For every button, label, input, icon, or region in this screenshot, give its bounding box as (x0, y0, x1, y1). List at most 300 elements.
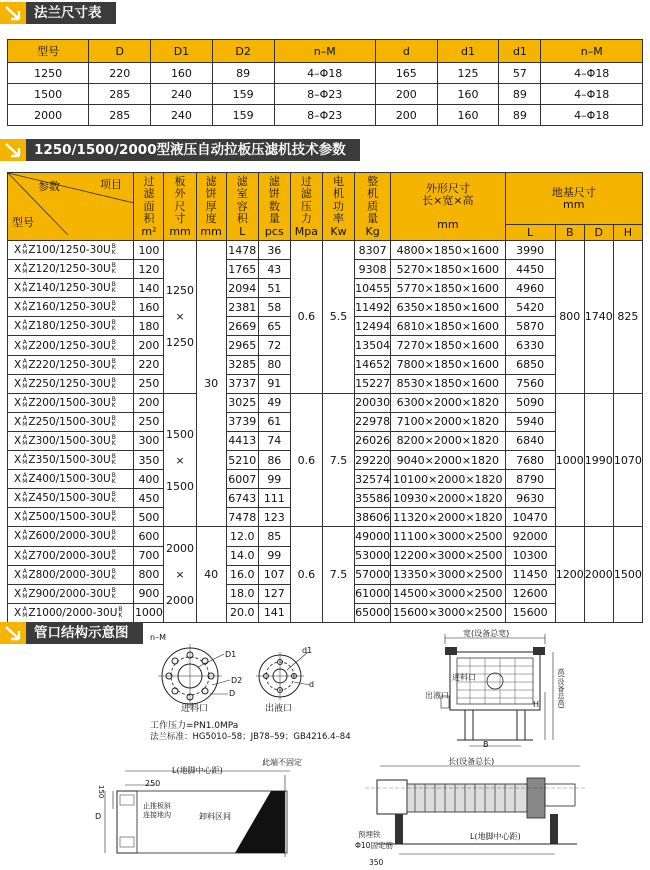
fixed-end-label: 此端不固定 (262, 758, 302, 767)
header-thick: 滤 饼 厚 度 mm (196, 173, 226, 241)
flange-cell: 240 (151, 105, 213, 126)
found-l-cell: 4960 (505, 279, 555, 298)
dims-cell: 15600×3000×2500 (391, 603, 505, 622)
count-cell: 61 (258, 412, 290, 431)
flange-cell: 200 (375, 84, 437, 105)
flange-header-cell: D (89, 40, 151, 63)
mass-cell: 53000 (355, 546, 391, 565)
found-b-cell: 1200 (555, 527, 584, 622)
plan-250-label: 250 (145, 779, 161, 788)
spec-row (8, 527, 643, 546)
header-vertical-text (237, 176, 248, 226)
volume-cell: 3025 (226, 393, 258, 412)
header-char: 滤 (268, 174, 280, 188)
volume-cell: 2381 (226, 298, 258, 317)
dims-cell: 5770×1850×1600 (391, 279, 505, 298)
model-cell: X A MZ200/1500-30UB K (8, 393, 134, 412)
count-cell: 80 (258, 355, 290, 374)
header-char: 度 (205, 212, 217, 225)
count-cell: 65 (258, 317, 290, 336)
found-l-cell: 4450 (505, 260, 555, 279)
found-l-cell: 6330 (505, 336, 555, 355)
found-l-cell: 8790 (505, 470, 555, 489)
header-vertical-text (333, 176, 344, 226)
flange-cell: 125 (437, 63, 499, 84)
found-l-cell: 3990 (505, 241, 555, 260)
volume-cell: 18.0 (226, 584, 258, 603)
spec-table (7, 172, 643, 623)
dims-cell: 6350×1850×1600 (391, 298, 505, 317)
dims-cell: 11100×3000×2500 (391, 527, 505, 546)
found-b-cell: 1000 (555, 393, 584, 527)
thickness-cell: 40 (196, 527, 226, 622)
volume-cell: 20.0 (226, 603, 258, 622)
flange-header-cell: d (375, 40, 437, 63)
flange-header-cell: D2 (212, 40, 274, 63)
dims-cell: 14500×3000×2500 (391, 584, 505, 603)
plate-size-part: 1250 (166, 336, 195, 350)
flange-cell: 89 (499, 84, 541, 105)
count-cell: 123 (258, 508, 290, 527)
count-cell: 91 (258, 374, 290, 393)
model-cell: X A MZ400/1500-30UB K (8, 470, 134, 489)
count-cell: 99 (258, 546, 290, 565)
mass-cell: 26026 (355, 431, 391, 450)
header-char: 滤 (205, 174, 217, 188)
header-count: 滤 饼 数 量 pcs (258, 173, 290, 241)
plan-pit-label: 止推板斜 (143, 802, 171, 810)
plate-size-cell (164, 241, 196, 394)
header-vol: 滤 室 容 积 L (226, 173, 258, 241)
header-char: 寸 (174, 212, 186, 225)
section-tag (0, 139, 26, 161)
volume-cell: 6743 (226, 489, 258, 508)
flange-cell: 57 (499, 63, 541, 84)
area-cell: 250 (134, 412, 164, 431)
arrow-icon (4, 625, 22, 641)
header-char: 过 (300, 174, 312, 188)
foundation-col-header: D (584, 225, 613, 241)
mass-cell: 29220 (355, 451, 391, 470)
found-l-cell: 11450 (505, 565, 555, 584)
pressure-cell: 0.6 (290, 527, 322, 622)
found-l-cell: 5090 (505, 393, 555, 412)
mass-cell: 11492 (355, 298, 391, 317)
dims-cell: 8530×1850×1600 (391, 374, 505, 393)
model-cell: X A MZ350/1500-30UB K (8, 451, 134, 470)
flange-section-header (0, 2, 650, 24)
area-cell: 900 (134, 584, 164, 603)
found-b-cell: 800 (555, 241, 584, 394)
flange-cell: 159 (212, 84, 274, 105)
count-cell: 58 (258, 298, 290, 317)
mass-cell: 65000 (355, 603, 391, 622)
header-char: 量 (367, 212, 379, 225)
dims-cell: 11320×2000×1820 (391, 508, 505, 527)
mass-cell: 10455 (355, 279, 391, 298)
flange-cell: 160 (437, 84, 499, 105)
found-l-cell: 10470 (505, 508, 555, 527)
area-cell: 1000 (134, 603, 164, 622)
count-cell: 86 (258, 451, 290, 470)
found-l-cell: 5420 (505, 298, 555, 317)
foundation-col-header: H (613, 225, 642, 241)
found-h-cell: 1500 (613, 527, 642, 622)
dims-cell: 8200×2000×1820 (391, 431, 505, 450)
plan-area-label: 卸料区间 (199, 812, 231, 821)
model-cell: X A MZ500/1500-30UB K (8, 508, 134, 527)
header-vertical-text (143, 176, 154, 226)
mass-cell: 9308 (355, 260, 391, 279)
dims-cell: 6300×2000×1820 (391, 393, 505, 412)
section-tag (0, 2, 26, 24)
area-cell: 200 (134, 393, 164, 412)
mass-cell: 49000 (355, 527, 391, 546)
plate-size-part: 2000 (166, 542, 195, 556)
found-l-cell: 12600 (505, 584, 555, 603)
area-cell: 600 (134, 527, 164, 546)
header-foundation: 地基尺寸 mm (505, 173, 642, 225)
flange-cell: 4–Φ18 (541, 63, 643, 84)
volume-cell: 5210 (226, 451, 258, 470)
model-cell: X A MZ600/2000-30UB K (8, 527, 134, 546)
count-cell: 51 (258, 279, 290, 298)
area-cell: 350 (134, 451, 164, 470)
plate-size-part: 1500 (166, 479, 195, 493)
header-char: 滤 (143, 187, 155, 200)
plate-size-part: 2000 (166, 594, 195, 608)
flange-cell: 1250 (8, 63, 89, 84)
found-l-cell: 6850 (505, 355, 555, 374)
header-char: 质 (367, 199, 379, 213)
area-cell: 450 (134, 489, 164, 508)
count-cell: 127 (258, 584, 290, 603)
header-vertical-text (175, 176, 186, 226)
dims-cell: 10100×2000×1820 (391, 470, 505, 489)
area-cell: 220 (134, 355, 164, 374)
header-mass: 整 机 质 量 Kg (355, 173, 391, 241)
volume-cell: 2965 (226, 336, 258, 355)
dim350-label: 350 (369, 858, 384, 867)
thickness-cell: 30 (196, 241, 226, 527)
side-l-label: L(地脚中心距) (470, 832, 521, 841)
big-d-label: D (229, 689, 236, 698)
area-cell: 400 (134, 470, 164, 489)
foundation-col-header: L (505, 225, 555, 241)
header-char: 功 (333, 199, 344, 213)
area-cell: 200 (134, 336, 164, 355)
mass-cell: 20030 (355, 393, 391, 412)
small-d-label: d (309, 680, 315, 689)
spec-section-title: 1250/1500/2000型液压自动拉板压滤机技术参数 (26, 139, 360, 161)
mass-cell: 8307 (355, 241, 391, 260)
header-param-item-model (8, 173, 134, 241)
header-char: 板 (174, 174, 186, 188)
plan-l-label: L(地脚中心距) (172, 766, 223, 775)
count-cell: 85 (258, 527, 290, 546)
spec-row (8, 241, 643, 260)
mass-cell: 32574 (355, 470, 391, 489)
header-char: 饼 (205, 187, 217, 200)
header-char: 机 (367, 187, 379, 200)
area-cell: 120 (134, 260, 164, 279)
power-cell: 7.5 (322, 393, 354, 527)
found-d-cell: 2000 (584, 527, 613, 622)
header-item: 项目 (100, 178, 122, 191)
header-char: 率 (333, 212, 344, 225)
pipe-section-title: 管口结构示意图 (26, 622, 143, 644)
model-cell: X A MZ180/1250-30UB K (8, 317, 134, 336)
header-dims: 外形尺寸 长×宽×高 mm (391, 173, 505, 241)
arrow-icon (4, 142, 22, 158)
flange-header-cell: d1 (437, 40, 499, 63)
b-label: B (483, 740, 489, 749)
header-char: 力 (300, 212, 312, 225)
header-char: 数 (268, 199, 280, 213)
volume-cell: 4413 (226, 431, 258, 450)
count-cell: 74 (258, 431, 290, 450)
plan-pit2-label: 连接地沟 (143, 811, 171, 819)
count-cell: 107 (258, 565, 290, 584)
header-char: 机 (333, 187, 344, 200)
standard-note: 法兰标准：HG5010–58；JB78–59；GB4216.4–84 (150, 732, 351, 742)
height-label: 高(设备总高) (557, 668, 565, 709)
flange-cell: 240 (151, 84, 213, 105)
flange-table (7, 39, 643, 126)
volume-cell: 2669 (226, 317, 258, 336)
flange-cell: 220 (89, 63, 151, 84)
d1-label: D1 (225, 650, 237, 659)
plate-size-part: × (175, 310, 185, 324)
header-char: 滤 (236, 174, 248, 188)
spec-section-header (0, 139, 650, 161)
plate-size-part: 1250 (166, 284, 195, 298)
outlet-side-label: 出液口 (425, 691, 449, 700)
count-cell: 72 (258, 336, 290, 355)
side-length-label: 长(设备总长) (448, 757, 495, 766)
outlet-label: 出液口 (265, 704, 293, 714)
area-cell: 100 (134, 241, 164, 260)
flange-cell: 8–Φ23 (274, 84, 375, 105)
mass-cell: 13504 (355, 336, 391, 355)
mass-cell: 12494 (355, 317, 391, 336)
section-tag (0, 622, 26, 644)
header-char: 面 (143, 199, 155, 213)
spec-row (8, 393, 643, 412)
area-cell: 800 (134, 565, 164, 584)
plate-size-part: × (175, 568, 185, 582)
mass-cell: 61000 (355, 584, 391, 603)
flange-cell: 2000 (8, 105, 89, 126)
plate-size-cell (164, 527, 196, 622)
plate-size-cell (164, 393, 196, 527)
found-l-cell: 92000 (505, 527, 555, 546)
header-area: 过 滤 面 积 m² (134, 173, 164, 241)
flange-cell: 89 (212, 63, 274, 84)
power-cell: 7.5 (322, 527, 354, 622)
flange-cell: 4–Φ18 (274, 63, 375, 84)
found-l-cell: 7560 (505, 374, 555, 393)
found-l-cell: 15600 (505, 603, 555, 622)
model-cell: X A MZ200/1250-30UB K (8, 336, 134, 355)
arrow-icon (4, 5, 22, 21)
area-cell: 180 (134, 317, 164, 336)
header-param: 参数 (38, 180, 60, 193)
plan-150-label: 150 (97, 785, 105, 799)
volume-cell: 6007 (226, 470, 258, 489)
pressure-cell: 0.6 (290, 393, 322, 527)
count-cell: 49 (258, 393, 290, 412)
flange-section-title: 法兰尺寸表 (26, 2, 116, 24)
volume-cell: 3739 (226, 412, 258, 431)
header-char: 厚 (205, 199, 217, 213)
area-cell: 140 (134, 279, 164, 298)
flange-cell: 159 (212, 105, 274, 126)
width-label: 宽(设备总宽) (463, 629, 510, 638)
pressure-note: 工作压力=PN1.0MPa (150, 721, 239, 731)
model-cell: X A MZ800/2000-30UB K (8, 565, 134, 584)
flange-header-cell: d1 (499, 40, 541, 63)
found-h-cell: 825 (613, 241, 642, 394)
volume-cell: 1765 (226, 260, 258, 279)
found-h-cell: 1070 (613, 393, 642, 527)
flange-cell: 285 (89, 105, 151, 126)
dims-cell: 12200×3000×2500 (391, 546, 505, 565)
flange-cell: 4–Φ18 (541, 84, 643, 105)
volume-cell: 12.0 (226, 527, 258, 546)
plan-d-label: D (95, 812, 102, 821)
flange-cell: 8–Φ23 (274, 105, 375, 126)
mass-cell: 38606 (355, 508, 391, 527)
dims-cell: 4800×1850×1600 (391, 241, 505, 260)
found-l-cell: 7680 (505, 451, 555, 470)
dims-cell: 10930×2000×1820 (391, 489, 505, 508)
flange-cell: 160 (437, 105, 499, 126)
header-char: 压 (300, 199, 312, 213)
nm-label: n–M (150, 633, 166, 642)
volume-cell: 14.0 (226, 546, 258, 565)
model-cell: X A MZ300/1500-30UB K (8, 431, 134, 450)
flange-header-cell: 型号 (8, 40, 89, 63)
header-char: 外 (174, 187, 186, 200)
count-cell: 141 (258, 603, 290, 622)
model-cell: X A MZ120/1250-30UB K (8, 260, 134, 279)
pressure-cell: 0.6 (290, 241, 322, 394)
flange-row (8, 105, 643, 126)
found-l-cell: 6840 (505, 431, 555, 450)
plate-size-part: 1500 (166, 427, 195, 441)
flange-cell: 200 (375, 105, 437, 126)
mass-cell: 15227 (355, 374, 391, 393)
volume-cell: 3737 (226, 374, 258, 393)
header-char: 电 (333, 174, 344, 188)
plate-size-part: × (175, 453, 185, 467)
flange-cell: 4–Φ18 (541, 105, 643, 126)
count-cell: 43 (258, 260, 290, 279)
header-char: 饼 (268, 187, 280, 200)
model-cell: X A MZ100/1250-30UB K (8, 241, 134, 260)
small-d1-label: d1 (302, 646, 313, 655)
mass-cell: 22978 (355, 412, 391, 431)
header-char: 尺 (174, 199, 186, 213)
flange-row (8, 63, 643, 84)
inlet-side-label: 进料口 (452, 673, 476, 682)
header-char: 整 (367, 174, 379, 188)
dims-cell: 5270×1850×1600 (391, 260, 505, 279)
area-cell: 300 (134, 431, 164, 450)
flange-cell: 165 (375, 63, 437, 84)
volume-cell: 1478 (226, 241, 258, 260)
header-power: 电 机 功 率 Kw (322, 173, 354, 241)
area-cell: 700 (134, 546, 164, 565)
flange-cell: 89 (499, 105, 541, 126)
header-model: 型号 (12, 216, 34, 229)
volume-cell: 2094 (226, 279, 258, 298)
model-cell: X A MZ250/1500-30UB K (8, 412, 134, 431)
found-l-cell: 10300 (505, 546, 555, 565)
mass-cell: 57000 (355, 565, 391, 584)
model-cell: X A MZ900/2000-30UB K (8, 584, 134, 603)
model-cell: X A MZ450/1500-30UB K (8, 489, 134, 508)
mass-cell: 14652 (355, 355, 391, 374)
inlet-label: 进料口 (181, 704, 209, 714)
model-cell: X A MZ250/1250-30UB K (8, 374, 134, 393)
header-char: 积 (143, 212, 155, 225)
header-plate: 板 外 尺 寸 mm (164, 173, 196, 241)
header-char: 量 (268, 212, 280, 225)
bolt-label: Φ10固定筋 (355, 841, 393, 850)
anchor-label: 预埋铁 (358, 830, 381, 839)
foundation-col-header: B (555, 225, 584, 241)
power-cell: 5.5 (322, 241, 354, 394)
area-cell: 250 (134, 374, 164, 393)
header-vertical-text (367, 176, 378, 226)
flange-cell: 160 (151, 63, 213, 84)
volume-cell: 16.0 (226, 565, 258, 584)
header-char: 过 (143, 174, 155, 188)
found-l-cell: 5940 (505, 412, 555, 431)
outlet-flange-drawing (256, 652, 310, 700)
header-vertical-text (301, 176, 312, 226)
header-vertical-text (269, 176, 280, 226)
model-cell: X A MZ140/1250-30UB K (8, 279, 134, 298)
found-l-cell: 9630 (505, 489, 555, 508)
flange-header-cell: n–M (541, 40, 643, 63)
front-view-drawing (395, 632, 565, 757)
count-cell: 99 (258, 470, 290, 489)
area-cell: 500 (134, 508, 164, 527)
header-char: 室 (236, 187, 248, 200)
volume-cell: 7478 (226, 508, 258, 527)
inlet-flange-drawing (158, 644, 230, 708)
side-view-drawing (355, 758, 595, 870)
model-cell: X A MZ160/1250-30UB K (8, 298, 134, 317)
found-d-cell: 1740 (584, 241, 613, 394)
found-l-cell: 5870 (505, 317, 555, 336)
model-cell: X A MZ1000/2000-30UB K (8, 603, 134, 622)
flange-cell: 285 (89, 84, 151, 105)
dims-cell: 6810×1850×1600 (391, 317, 505, 336)
header-char: 积 (236, 212, 248, 225)
header-char: 容 (236, 199, 248, 213)
volume-cell: 3285 (226, 355, 258, 374)
flange-header-cell: D1 (151, 40, 213, 63)
flange-header-cell: n–M (274, 40, 375, 63)
h-label: H (533, 700, 540, 709)
dims-cell: 9040×2000×1820 (391, 451, 505, 470)
dims-cell: 13350×3000×2500 (391, 565, 505, 584)
header-pressure: 过 滤 压 力 Mpa (290, 173, 322, 241)
